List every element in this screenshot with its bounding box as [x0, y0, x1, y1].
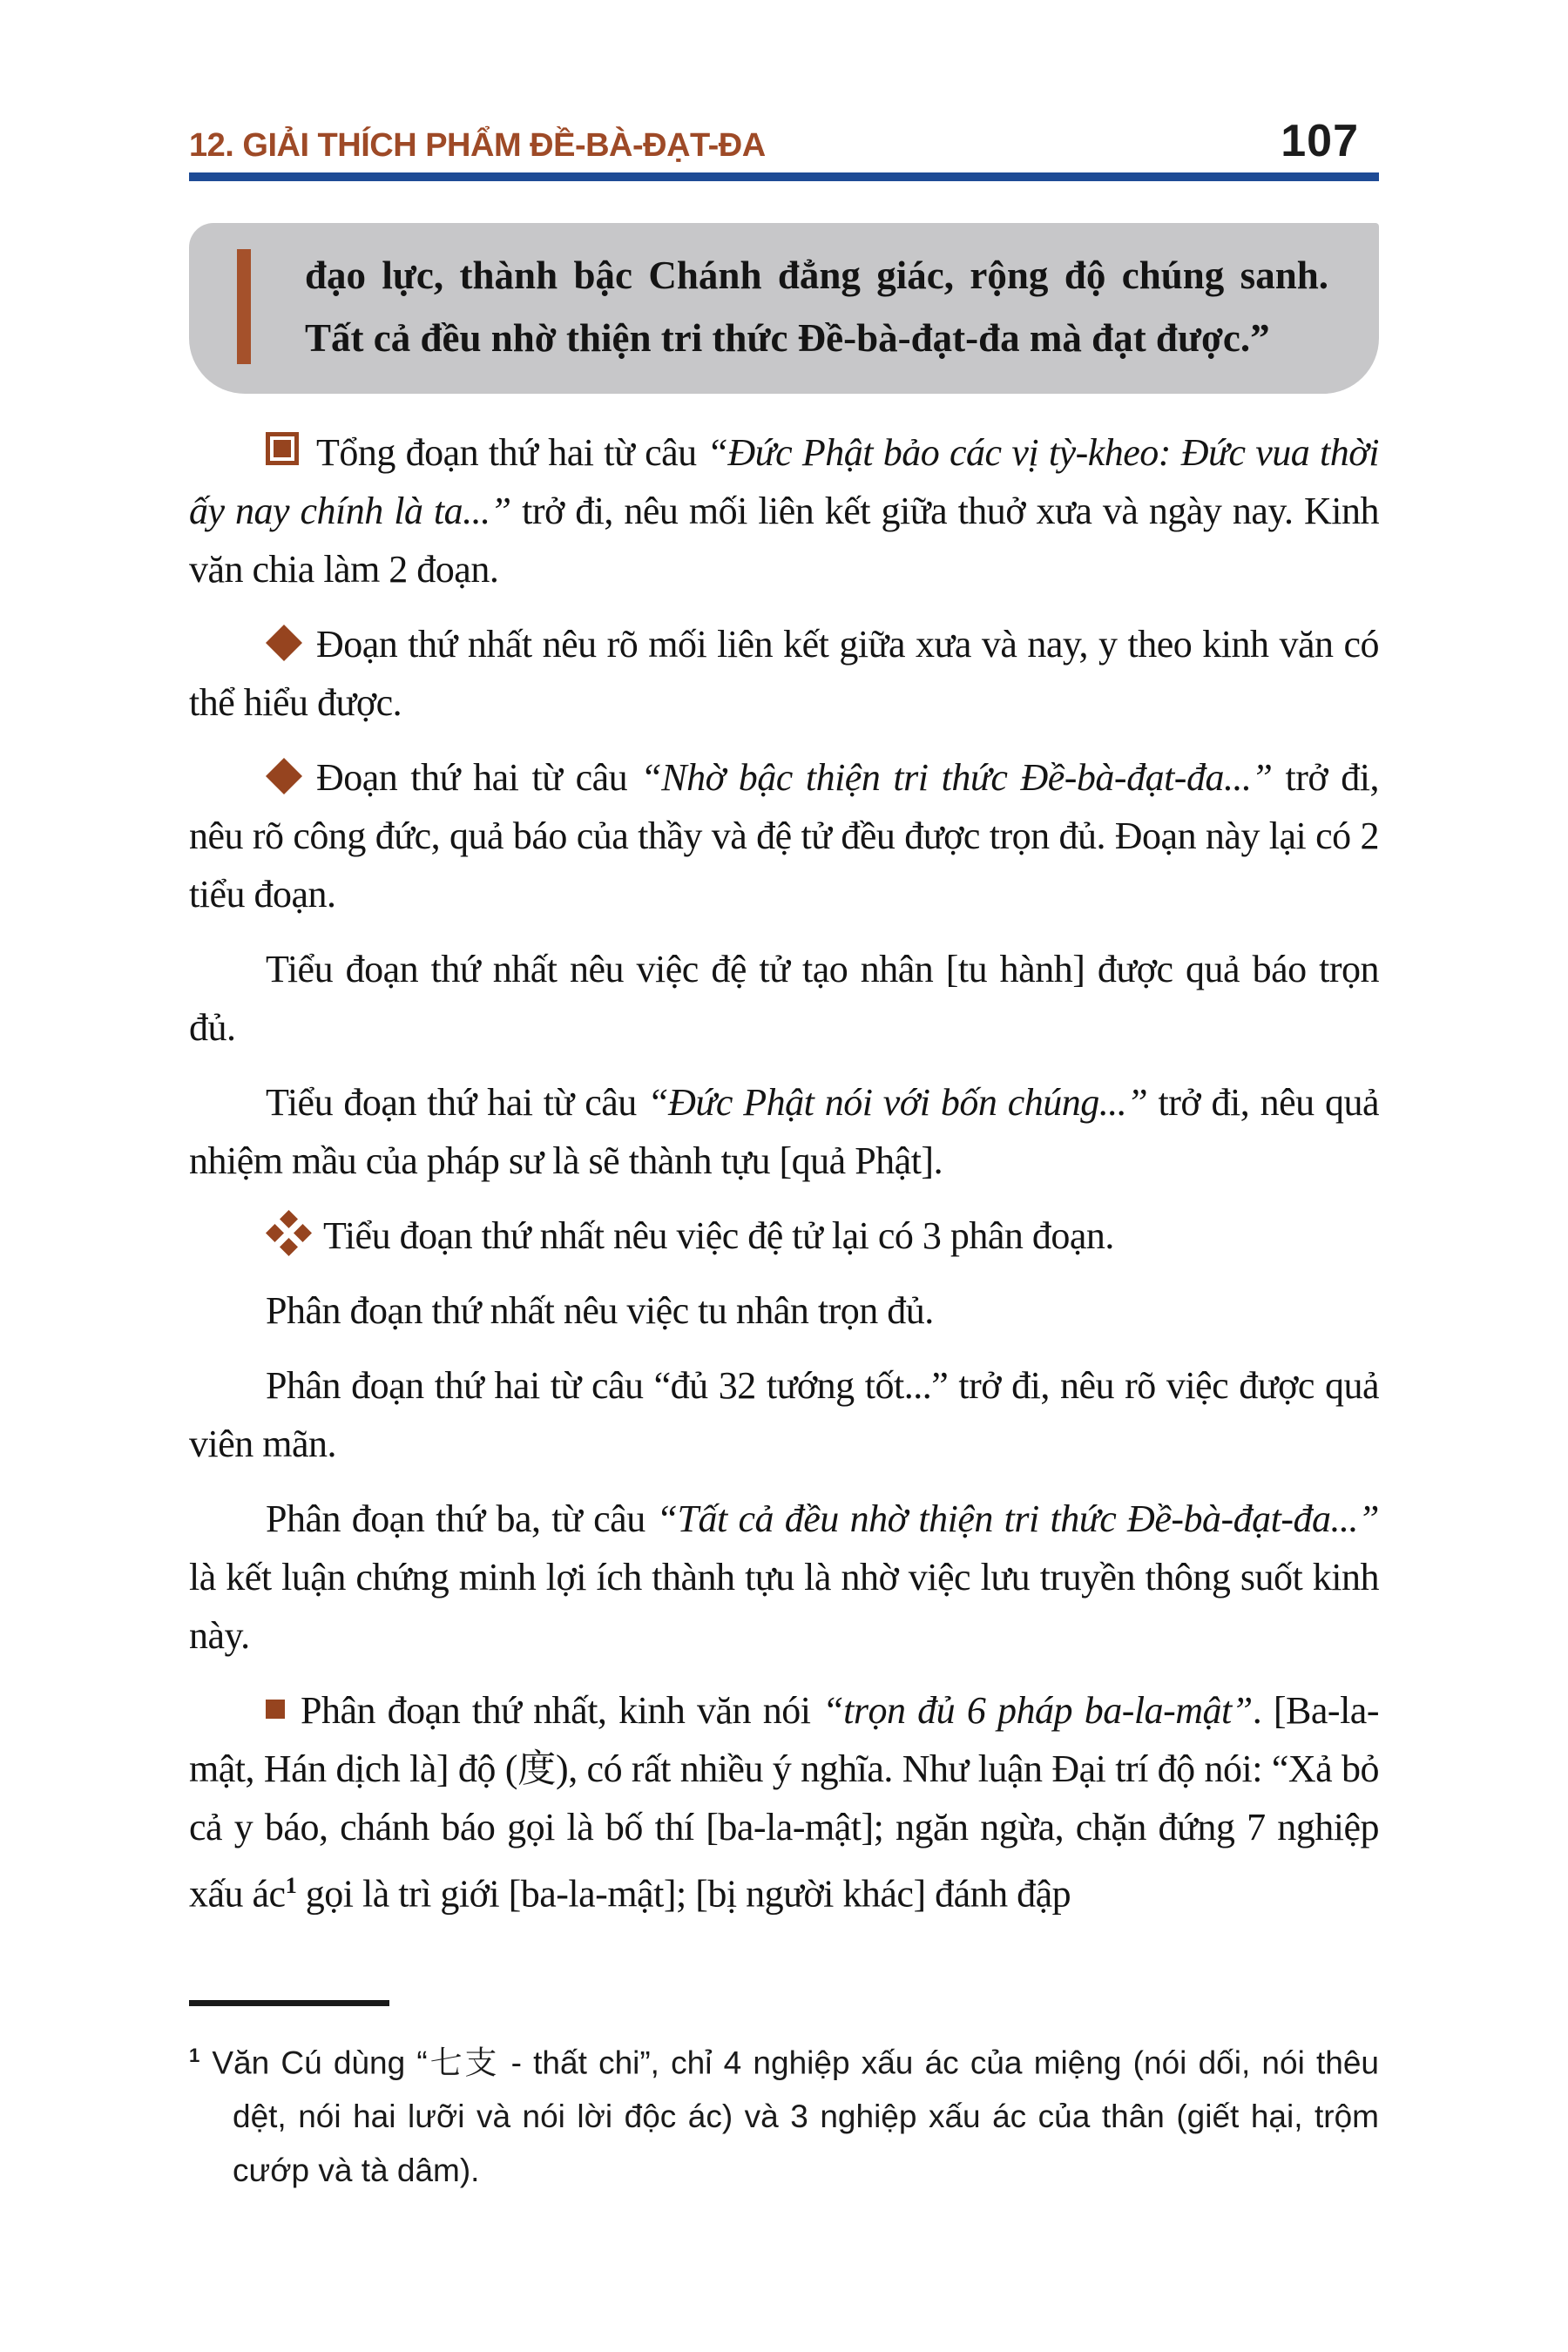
- text-run: “trọn đủ 6 pháp ba-la-mật”: [822, 1689, 1253, 1732]
- quad-diamond-part: [266, 1224, 284, 1242]
- paragraph: [189, 1281, 1379, 1340]
- paragraph: [189, 748, 1379, 923]
- paragraph: [189, 1206, 1379, 1265]
- text-run: Tiểu đoạn thứ hai từ câu: [266, 1081, 648, 1124]
- running-header-title: 12. GIẢI THÍCH PHẨM ĐỀ-BÀ-ĐẠT-ĐA: [189, 127, 766, 164]
- paragraph: [189, 1356, 1379, 1473]
- small-square-bullet-icon: [266, 1700, 285, 1719]
- footnote-text: [189, 2029, 1379, 2198]
- text-run: trở đi, nêu mối liên kết giữa thuở xưa và ngày nay. Kinh văn chia làm 2 đoạn.: [189, 490, 1380, 591]
- text-run: Phân đoạn thứ ba, từ câu: [266, 1497, 657, 1540]
- text-run: Tiểu đoạn thứ nhất nêu việc đệ tử tạo nhân [tu hành] được quả báo trọn đủ.: [189, 948, 1379, 1049]
- text-run: trở đi, nêu quả nhiệm mầu của pháp sư là sẽ thành tựu [quả Phật].: [189, 1081, 1380, 1182]
- paragraph: [189, 940, 1379, 1057]
- paragraph: [189, 1681, 1379, 1923]
- footnote-marker: 1: [189, 2044, 200, 2066]
- quote-text: đạo lực, thành bậc Chánh đẳng giác, rộng độ chúng sanh. Tất cả đều nhờ thiện tri thức Đề-bà-đạt-đa mà đạt được.”: [305, 253, 1328, 360]
- text-run: “Đức Phật bảo các vị tỳ-kheo: Đức vua thời ấy nay chính là ta...”: [189, 431, 1379, 532]
- paragraph: [189, 1073, 1379, 1190]
- header-rule: [189, 172, 1379, 181]
- four-diamond-bullet-icon: [266, 1210, 311, 1255]
- text-run: Phân đoạn thứ hai từ câu “đủ 32 tướng tốt...” trở đi, nêu rõ việc được quả viên mãn.: [189, 1364, 1379, 1465]
- text-run: “Nhờ bậc thiện tri thức Đề-bà-đạt-đa...”: [640, 756, 1273, 799]
- text-run: Tổng đoạn thứ hai từ câu: [316, 431, 707, 474]
- text-run: gọi là trì giới [ba-la-mật]; [bị người khác] đánh đập: [296, 1872, 1071, 1916]
- text-run: Đoạn thứ hai từ câu: [316, 756, 641, 799]
- quote-accent-bar-icon: [237, 249, 251, 364]
- text-run: “Đức Phật nói với bốn chúng...”: [647, 1081, 1148, 1124]
- page-number: 107: [1281, 116, 1359, 166]
- text-run: “Tất cả đều nhờ thiện tri thức Đề-bà-đạt-đa...”: [656, 1497, 1379, 1540]
- content-column: [189, 223, 1379, 1940]
- body-paragraphs: [189, 423, 1379, 1923]
- text-run: Phân đoạn thứ nhất, kinh văn nói: [301, 1689, 823, 1732]
- boxed-square-bullet-icon: [266, 432, 299, 465]
- footnote-block: [189, 2000, 1379, 2198]
- quad-diamond-part: [280, 1238, 298, 1256]
- text-run: Tiểu đoạn thứ nhất nêu việc đệ tử lại có 3 phân đoạn.: [323, 1214, 1114, 1257]
- text-run: . [Ba-la-mật, Hán dịch là] độ (度), có rất nhiều ý nghĩa. Như luận Đại trí độ nói: “Xả bỏ cả y báo, chánh báo gọi là bố thí [ba-la-mật]; ngăn ngừa, chặn đứng 7 nghiệp xấu ác: [189, 1689, 1379, 1916]
- footnote-reference: 1: [285, 1872, 297, 1898]
- text-run: Phân đoạn thứ nhất nêu việc tu nhân trọn đủ.: [266, 1289, 934, 1332]
- footnote-separator: [189, 2000, 389, 2006]
- scripture-quote-box: [189, 223, 1379, 394]
- paragraph: [189, 1490, 1379, 1665]
- paragraph: [189, 615, 1379, 732]
- footnote-content: Văn Cú dùng “七支 - thất chi”, chỉ 4 nghiệp xấu ác của miệng (nói dối, nói thêu dệt, nói hai lưỡi và nói lời độc ác) và 3 nghiệp xấu ác của thân (giết hại, trộm cướp và tà dâm).: [212, 2044, 1379, 2189]
- text-run: Đoạn thứ nhất nêu rõ mối liên kết giữa xưa và nay, y theo kinh văn có thể hiểu được.: [189, 623, 1379, 724]
- text-run: trở đi, nêu rõ công đức, quả báo của thầy và đệ tử đều được trọn đủ. Đoạn này lại có 2 tiểu đoạn.: [189, 756, 1380, 916]
- diamond-bullet-icon: [266, 625, 302, 661]
- paragraph: [189, 423, 1379, 598]
- diamond-bullet-icon: [266, 758, 302, 794]
- quad-diamond-part: [280, 1210, 298, 1228]
- quad-diamond-part: [294, 1224, 312, 1242]
- text-run: là kết luận chứng minh lợi ích thành tựu là nhờ việc lưu truyền thông suốt kinh này.: [189, 1556, 1379, 1657]
